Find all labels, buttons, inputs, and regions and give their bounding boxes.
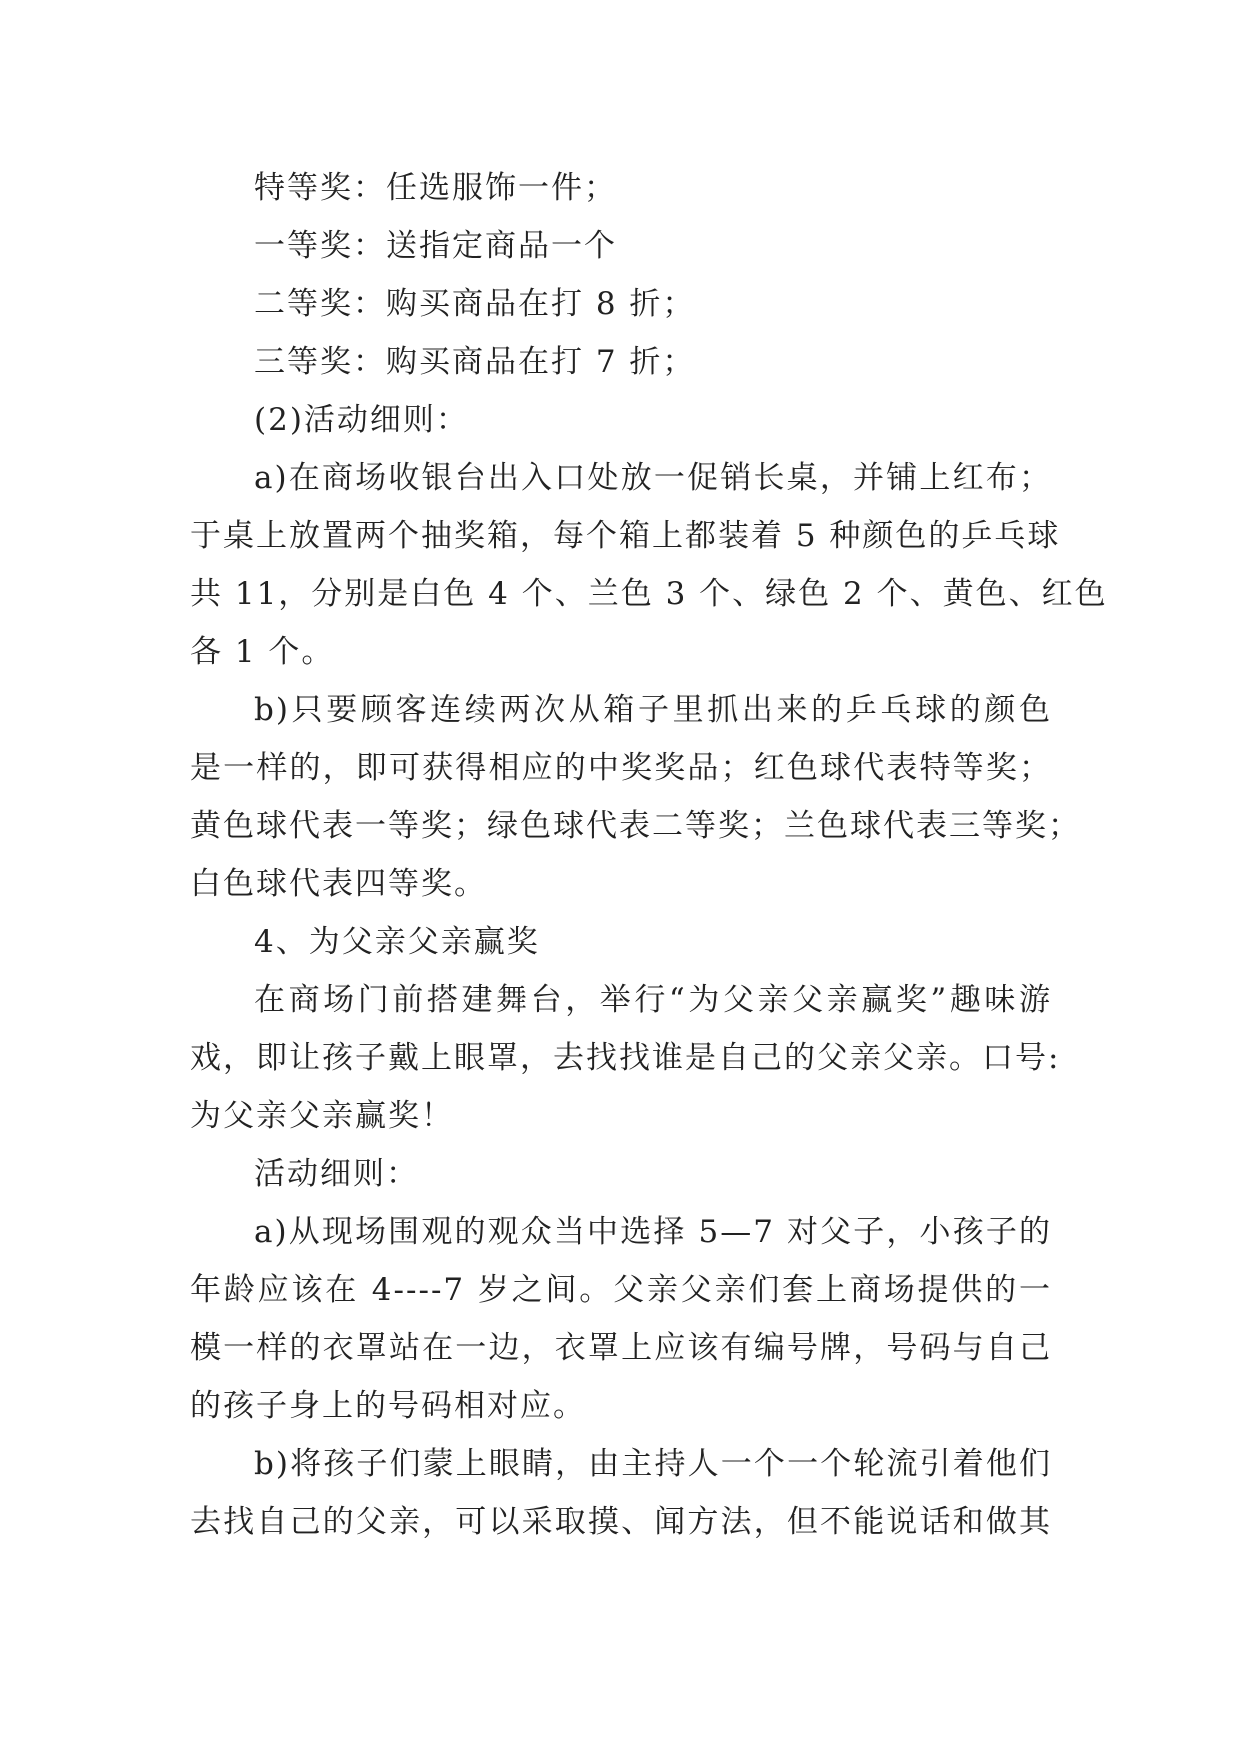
text-line: 戏，即让孩子戴上眼罩，去找找谁是自己的父亲父亲。口号: [190,1040,1061,1076]
text-line: 三等奖：购买商品在打 7 折； [254,344,696,380]
text-line: b)只要顾客连续两次从箱子里抓出来的乒乓球的颜色 [254,692,1052,728]
text-line: 年龄应该在 4----7 岁之间。父亲父亲们套上商场提供的一 [190,1272,1052,1308]
text-line: 特等奖：任选服饰一件； [254,170,617,206]
text-line: 共 11，分别是白色 4 个、兰色 3 个、绿色 2 个、黄色、红色 [190,576,1108,612]
text-line: 模一样的衣罩站在一边，衣罩上应该有编号牌，号码与自己 [190,1330,1052,1366]
document-body [190,159,1108,1551]
text-line: 为父亲父亲赢奖！ [190,1098,454,1134]
text-line: 于桌上放置两个抽奖箱，每个箱上都装着 5 种颜色的乒乓球 [190,518,1061,554]
text-line: 黄色球代表一等奖；绿色球代表二等奖；兰色球代表三等奖； [190,808,1081,844]
text-line: 二等奖：购买商品在打 8 折； [254,286,696,322]
text-line: 活动细则： [254,1156,419,1192]
text-line: 各 1 个。 [190,634,335,670]
text-line: 是一样的，即可获得相应的中奖奖品；红色球代表特等奖； [190,750,1052,786]
text-line: 的孩子身上的号码相对应。 [190,1388,586,1424]
text-line: 去找自己的父亲，可以采取摸、闻方法，但不能说话和做其 [190,1504,1052,1540]
text-line: 在商场门前搭建舞台，举行“为父亲父亲赢奖”趣味游 [254,982,1052,1018]
text-line: (2)活动细则： [254,402,469,438]
text-line: 白色球代表四等奖。 [190,866,487,902]
text-line: a)从现场围观的观众当中选择 5—7 对父子，小孩子的 [254,1214,1052,1250]
text-line: a)在商场收银台出入口处放一促销长桌，并铺上红布； [254,460,1052,496]
text-line: 一等奖：送指定商品一个 [254,228,617,264]
text-line: b)将孩子们蒙上眼睛，由主持人一个一个轮流引着他们 [254,1446,1052,1482]
text-line: 4、为父亲父亲赢奖 [254,924,540,960]
